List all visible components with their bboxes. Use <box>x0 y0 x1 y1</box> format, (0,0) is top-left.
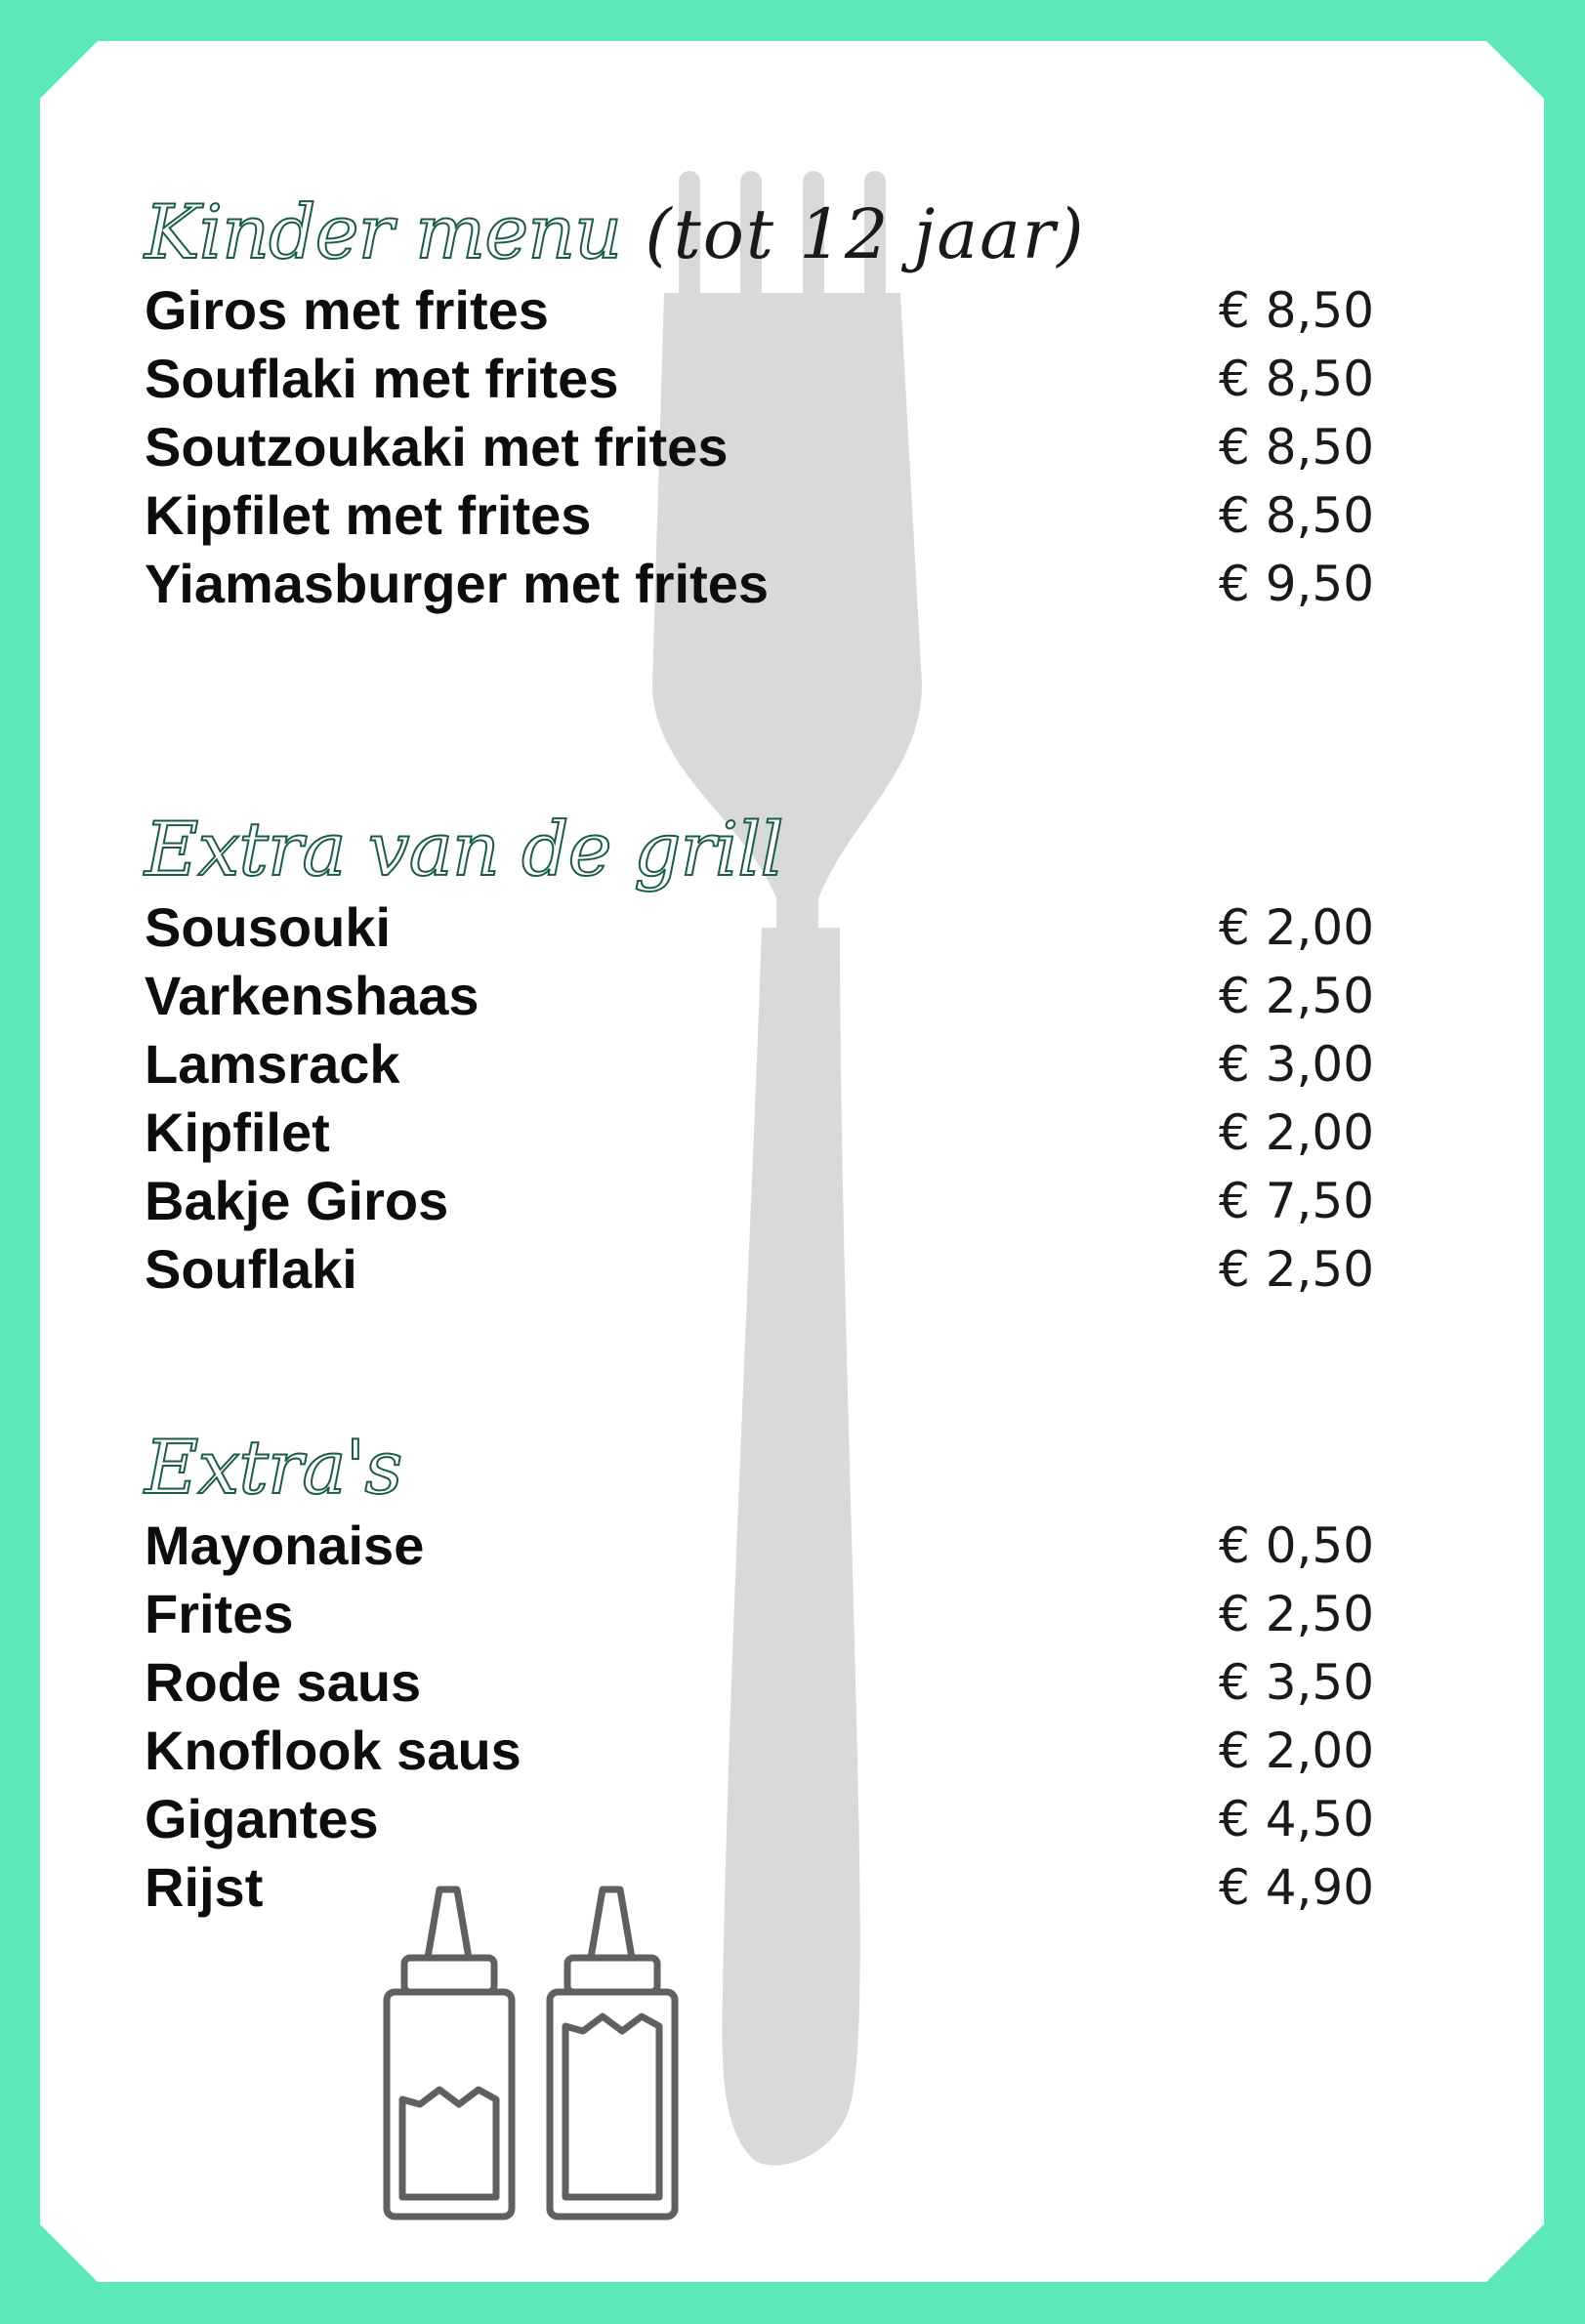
item-price: € 2,00 <box>1219 1104 1375 1161</box>
item-price: € 8,50 <box>1219 351 1375 407</box>
item-name: Souflaki met frites <box>145 348 619 409</box>
menu-item-list <box>145 1512 1375 1922</box>
menu-item <box>145 1235 1375 1304</box>
item-name: Bakje Giros <box>145 1170 449 1231</box>
menu-item <box>145 1167 1375 1235</box>
menu-item-list <box>145 276 1375 618</box>
item-name: Gigantes <box>145 1788 379 1849</box>
item-price: € 4,50 <box>1219 1791 1375 1847</box>
section-extra-van-de-grill <box>145 806 1375 1304</box>
menu-item <box>145 1648 1375 1717</box>
item-price: € 2,50 <box>1219 968 1375 1024</box>
item-name: Knoflook saus <box>145 1720 521 1781</box>
item-name: Mayonaise <box>145 1515 425 1576</box>
section-kinder-menu <box>145 188 1375 618</box>
menu-item <box>145 413 1375 481</box>
section-title: Extra van de grill <box>145 806 783 892</box>
section-extras <box>145 1424 1375 1922</box>
menu-item <box>145 276 1375 345</box>
section-subtitle: (tot 12 jaar) <box>621 194 1086 274</box>
item-name: Giros met frites <box>145 279 549 341</box>
item-price: € 7,50 <box>1219 1173 1375 1229</box>
item-name: Kipfilet <box>145 1101 330 1163</box>
menu-item <box>145 962 1375 1030</box>
item-price: € 2,00 <box>1219 1722 1375 1779</box>
item-price: € 8,50 <box>1219 419 1375 476</box>
item-name: Souflaki <box>145 1238 357 1300</box>
item-price: € 9,50 <box>1219 556 1375 612</box>
item-name: Kipfilet met frites <box>145 484 592 546</box>
item-name: Frites <box>145 1583 294 1644</box>
item-name: Soutzoukaki met frites <box>145 416 729 477</box>
menu-item <box>145 1853 1375 1922</box>
item-price: € 8,50 <box>1219 487 1375 544</box>
menu-item <box>145 481 1375 550</box>
section-title: Kinder menu <box>145 188 622 275</box>
item-price: € 3,00 <box>1219 1036 1375 1093</box>
menu-item <box>145 1030 1375 1099</box>
menu-item <box>145 1785 1375 1853</box>
menu-item <box>145 1099 1375 1167</box>
menu-item <box>145 1580 1375 1648</box>
item-name: Rode saus <box>145 1651 422 1713</box>
menu-item <box>145 1512 1375 1580</box>
item-name: Varkenshaas <box>145 965 480 1026</box>
item-name: Rijst <box>145 1856 264 1918</box>
item-price: € 2,50 <box>1219 1586 1375 1642</box>
item-price: € 2,00 <box>1219 899 1375 956</box>
item-price: € 3,50 <box>1219 1654 1375 1711</box>
item-price: € 2,50 <box>1219 1241 1375 1298</box>
item-name: Lamsrack <box>145 1033 400 1095</box>
item-price: € 4,90 <box>1219 1859 1375 1916</box>
menu-item <box>145 550 1375 618</box>
menu-item <box>145 893 1375 962</box>
menu-item <box>145 345 1375 413</box>
section-title: Extra's <box>145 1424 402 1511</box>
section-heading <box>145 806 1365 893</box>
item-price: € 0,50 <box>1219 1517 1375 1574</box>
section-heading <box>145 1424 1365 1512</box>
item-price: € 8,50 <box>1219 282 1375 339</box>
item-name: Yiamasburger met frites <box>145 553 770 614</box>
section-heading <box>145 188 1365 276</box>
item-name: Sousouki <box>145 896 392 958</box>
menu-item <box>145 1717 1375 1785</box>
sauce-bottles-icon <box>387 1889 675 2217</box>
menu-item-list <box>145 893 1375 1304</box>
